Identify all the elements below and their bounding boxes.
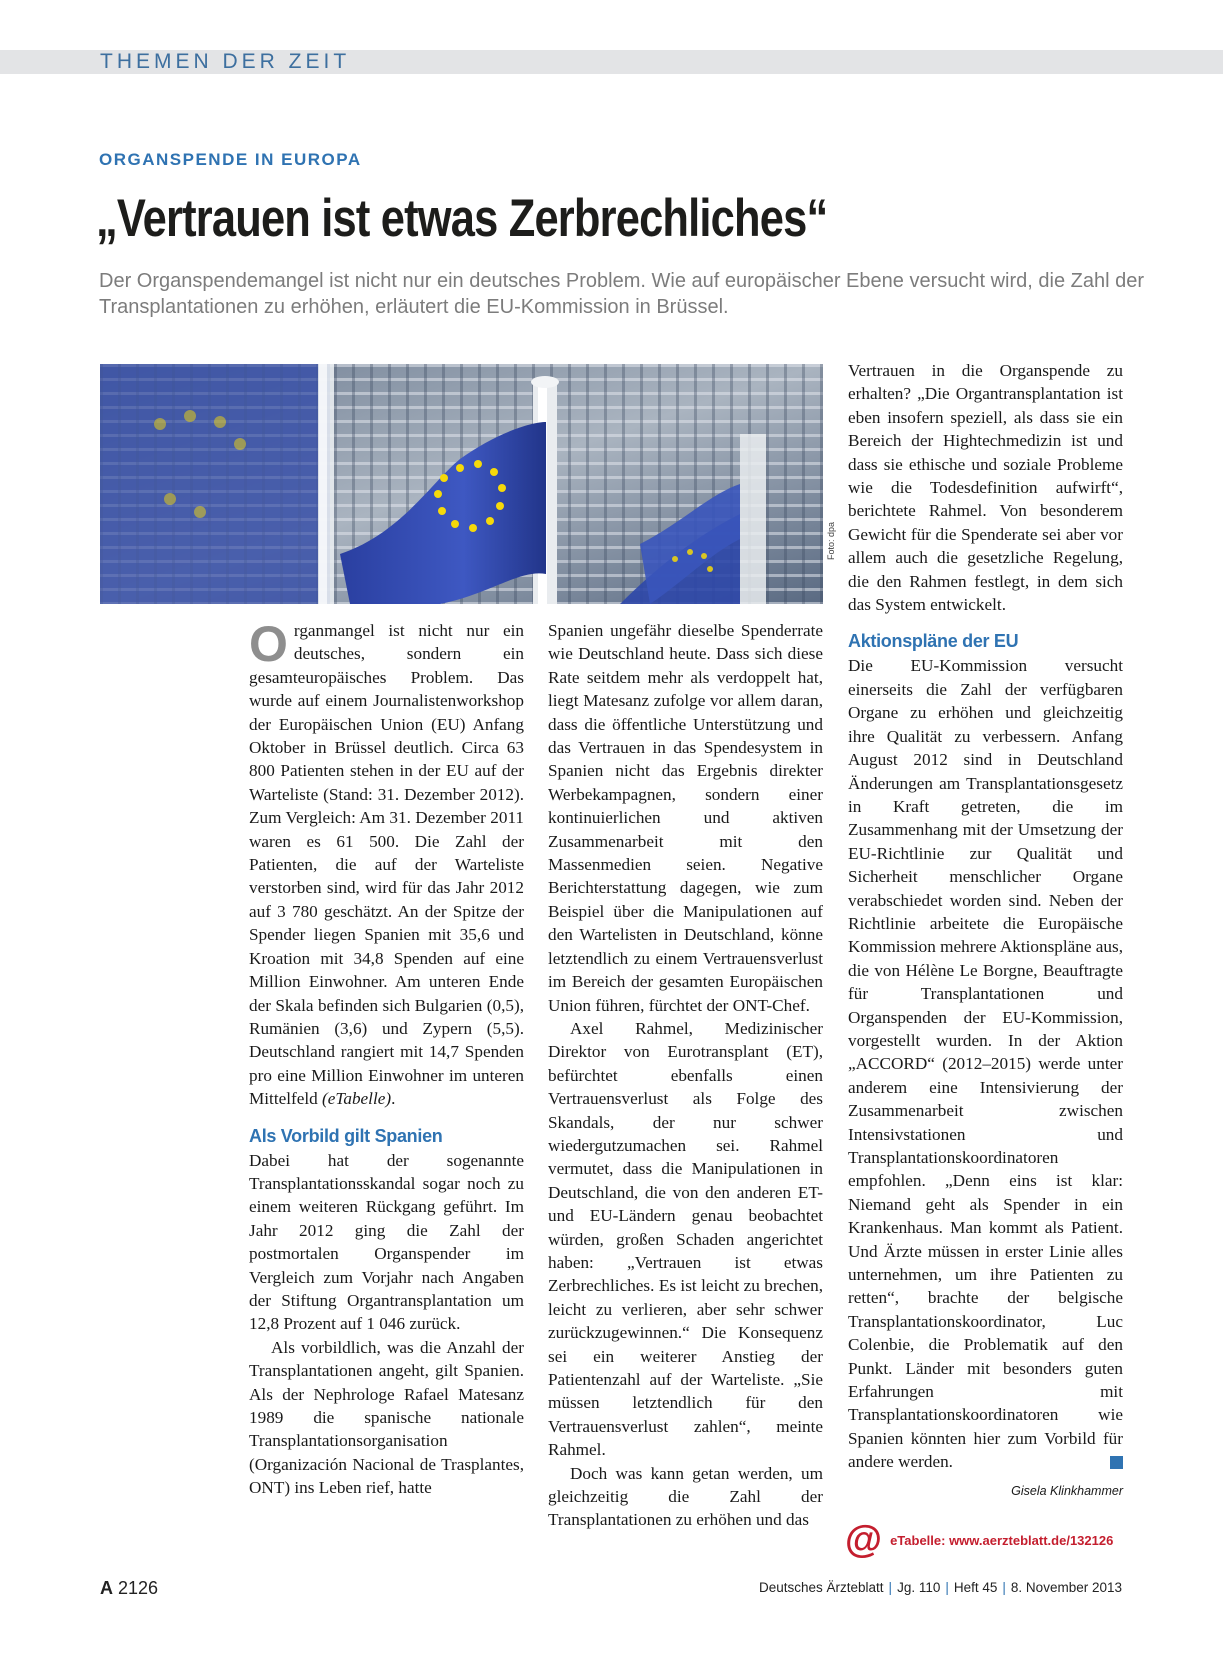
eu-flags-photo bbox=[100, 364, 823, 604]
footer-citation bbox=[759, 1580, 1122, 1595]
paragraph: Spanien ungefähr dieselbe Spenderrate wie Deutschland heute. Dass sich diese Rate seitdem mehr als verdoppelt hat, liegt Matesanz zufolge vor allem daran, dass die öffentliche Unterstützung und das Vertrauen in das Spendesystem in Spanien nicht das Ergebnis direkter Werbekampagnen, sondern einer kontinuierlichen und aktiven Zusammenarbeit mit den Massenmedien seien. Negative Berichterstattung dagegen, wie zum Beispiel über die Manipulationen auf den Wartelisten in Deutschland, könne letztendlich zu einem Vertrauensverlust im Bereich der gesamten Europäischen Union führen, fürchtet der ONT-Chef. bbox=[548, 621, 823, 1015]
page-number: A 2126 bbox=[100, 1578, 159, 1598]
paragraph: Dabei hat der sogenannte Transplantationsskandal sogar noch zu einem weiteren Rückgang geführt. Im Jahr 2012 ging die Zahl der postmortalen Organspender im Vergleich zum Vorjahr nach Angaben der Stiftung Organtransplantation um 12,8 Prozent auf 1 046 zurück. bbox=[249, 1150, 524, 1334]
separator: | bbox=[945, 1580, 949, 1595]
paragraph: Als vorbildlich, was die Anzahl der Transplantationen angeht, gilt Spanien. Als der Nephrologe Rafael Matesanz 1989 die spanische nationale Transplantationsorganisation (Organización Nacional de Trasplantes, ONT) ins Leben rief, hatte bbox=[249, 1337, 524, 1498]
etabelle-url[interactable]: eTabelle: www.aerzteblatt.de/132126 bbox=[890, 1532, 1114, 1548]
separator: | bbox=[1002, 1580, 1006, 1595]
volume: Jg. 110 bbox=[897, 1580, 941, 1595]
subheading: Als Vorbild gilt Spanien bbox=[249, 1125, 443, 1146]
issue: Heft 45 bbox=[953, 1580, 998, 1595]
photo-credit: Foto: dpa bbox=[826, 521, 836, 560]
etabelle-link[interactable] bbox=[845, 1520, 1113, 1560]
etabelle-reference: (eTabelle) bbox=[322, 1089, 392, 1109]
headline: „Vertrauen ist etwas Zerbrechliches“ bbox=[96, 189, 828, 248]
paragraph: Vertrauen in die Organspende zu erhalten? „Die Organtransplantation ist eben insofern speziell, als dass sie ein Bereich der Hightechmedizin ist und dass sie ethische und soziale Probleme wie die Todesdefinition aufwirft“, berichtete Rahmel. Von besonderem Gewicht für die Spenderate sei aber vor allem auch die gesetzliche Regelung, die den Rahmen festlegt, in dem sich das System entwickelt. bbox=[848, 361, 1123, 615]
issue-date: 8. November 2013 bbox=[1010, 1580, 1122, 1595]
at-icon: @ bbox=[845, 1519, 883, 1561]
journal-name: Deutsches Ärzteblatt bbox=[758, 1580, 884, 1595]
section-label: THEMEN DER ZEIT bbox=[100, 50, 351, 73]
end-mark-icon bbox=[1110, 1456, 1123, 1469]
article-column-3 bbox=[848, 359, 1123, 1503]
drop-cap: O bbox=[249, 616, 288, 672]
separator: | bbox=[888, 1580, 893, 1595]
paragraph: Axel Rahmel, Medizinischer Direktor von Eurotransplant (ET), befürchtet ebenfalls einen Vertrauensverlust als Folge des Skandals, der nur schwer wiedergutzumachen sei. Rahmel vermutet, dass die Manipulationen in Deutschland, die von den anderen ET- und EU-Ländern genau beobachtet würden, großen Schaden angerichtet haben: „Vertrauen ist etwas Zerbrechliches. Es ist leicht zu brechen, leicht zu verlieren, aber sehr schwer zurückzugewinnen.“ Die Konsequenz sei ein weiterer Anstieg der Patientenzahl auf der Warteliste. „Sie müssen letztendlich für den Vertrauensverlust zahlen“, meinte Rahmel. bbox=[548, 1018, 823, 1460]
paragraph: Organmangel ist nicht nur ein deutsches, sondern ein gesamteuropäisches Problem. Das wurde auf einem Journalistenworkshop der Europäischen Union (EU) Anfang Oktober in Brüssel deutlich. Circa 63 800 Patienten stehen in der EU auf der Warteliste (Stand: 31. Dezember 2012). Zum Vergleich: Am 31. Dezember 2011 waren es 61 500. Die Zahl der Patienten, die auf der Warteliste verstorben sind, wird für das Jahr 2012 auf 3 780 geschätzt. An der Spitze der Spender liegen Spanien mit 35,6 und Kroation mit 34,8 Spenden auf eine Million Einwohner. Am unteren Ende der Skala befinden sich Bulgarien (0,5), Rumänien (3,6) und Zypern (5,5). Deutschland rangiert mit 14,7 Spenden pro eine Million Einwohner im unteren Mittelfeld (eTabelle). bbox=[249, 616, 524, 1109]
article-column-2 bbox=[548, 619, 823, 1532]
paragraph: Die EU-Kommission versucht einerseits die Zahl der verfügbaren Organe zu erhöhen und gleichzeitig ihre Qualität zu verbessern. Anfang August 2012 sind in Deutschland Änderungen am Transplantationsgesetz in Kraft getreten, die im Zusammenhang mit der Umsetzung der EU-Richtlinie zur Qualität und Sicherheit menschlicher Organe verabschiedet worden sind. Neben der Richtlinie arbeitete die Europäische Kommission mehrere Aktionspläne aus, die von Hélène Le Borgne, Beauftragte für Transplantationen und Organspenden der EU-Kommission, vorgestellt wurden. In der Aktion „ACCORD“ (2012–2015) werde unter anderem eine Intensivierung der Zusammenarbeit zwischen Intensivstationen und Transplantationskoordinatoren empfohlen. „Denn eins ist klar: Niemand geht als Spender in ein Krankenhaus. Man kommt als Patient. Und Ärzte müssen in erster Linie alles unternehmen, um ihre Patienten zu retten“, brachte der belgische Transplantationskoordinator, Luc Colenbie, die Problematik auf den Punkt. Länder mit besonders guten Erfahrungen mit Transplantationskoordinatoren wie Spanien könnten hier zum Vorbild für andere werden. bbox=[848, 656, 1123, 1472]
paragraph: Doch was kann getan werden, um gleichzeitig die Zahl der Transplantationen zu erhöhen und das bbox=[548, 1463, 823, 1530]
subheading: Aktionspläne der EU bbox=[848, 631, 1019, 652]
kicker: ORGANSPENDE IN EUROPA bbox=[99, 150, 362, 169]
article-column-1 bbox=[249, 616, 524, 1500]
dek: Der Organspendemangel ist nicht nur ein deutsches Problem. Wie auf europäischer Ebene versucht wird, die Zahl der Transplantationen zu erhöhen, erläutert die EU-Kommission in Brüssel. bbox=[99, 270, 1144, 318]
author: Gisela Klinkhammer bbox=[1011, 1483, 1123, 1498]
